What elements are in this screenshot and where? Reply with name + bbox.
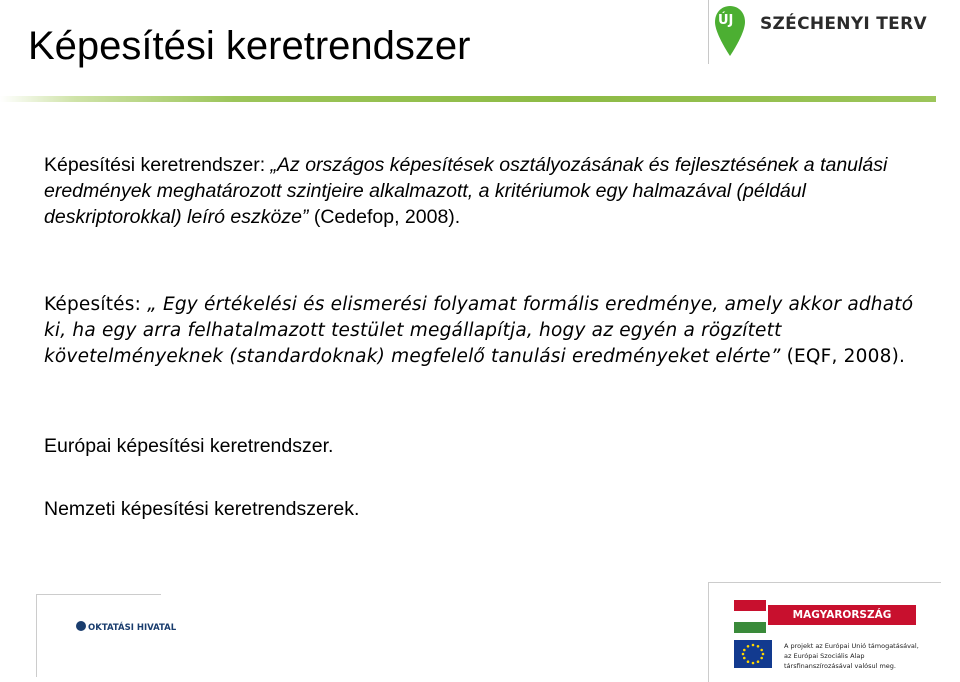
definition-qualification [44, 292, 924, 370]
oktatasi-hivatal-mark-icon [76, 621, 86, 631]
oktatasi-hivatal-logo: OKTATÁSI HIVATAL [88, 623, 177, 633]
slide-title: Képesítési keretrendszer [28, 24, 471, 68]
szechenyi-pin-label: ÚJ [718, 13, 734, 28]
framework-definition: „Az országos képesítések osztályozásának és fejlesztésének a tanulási eredmények meghatározott szintjeire alkalmazott, a kritériumok egy halmazával (például deskriptorokkal) leíró eszköze” [44, 154, 893, 228]
logo-divider [708, 0, 709, 64]
qualification-source: (EQF, 2008). [780, 346, 906, 367]
szechenyi-terv-logo: SZÉCHENYI TERV [760, 14, 927, 34]
qualification-definition: „ Egy értékelési és elismerési folyamat formális eredménye, amely akkor adható ki, ha egy arra felhatalmazott testület megállapítja, hogy az egyén a rögzített követelményeknek (standardoknak) megfelelő tanulási eredményeket elérte” [44, 294, 920, 367]
eu-funding-note: A projekt az Európai Unió támogatásával, az Európai Szociális Alap társfinanszírozásával valósul meg. [784, 642, 919, 670]
definition-framework [44, 152, 924, 230]
european-framework-line: Európai képesítési keretrendszer. [44, 435, 334, 457]
eu-flag-icon [734, 640, 772, 668]
title-underline [0, 96, 936, 102]
national-frameworks-line: Nemzeti képesítési keretrendszerek. [44, 498, 360, 520]
hungarian-flag-icon [734, 600, 766, 633]
qualification-term: Képesítés: [44, 294, 148, 315]
framework-source: (Cedefop, 2008). [308, 206, 461, 228]
magyarorszag-megujul-banner: MAGYARORSZÁG MEGÚJUL [768, 605, 916, 625]
oktatasi-hivatal-logo-frame [36, 594, 161, 677]
framework-term: Képesítési keretrendszer: [44, 154, 271, 176]
